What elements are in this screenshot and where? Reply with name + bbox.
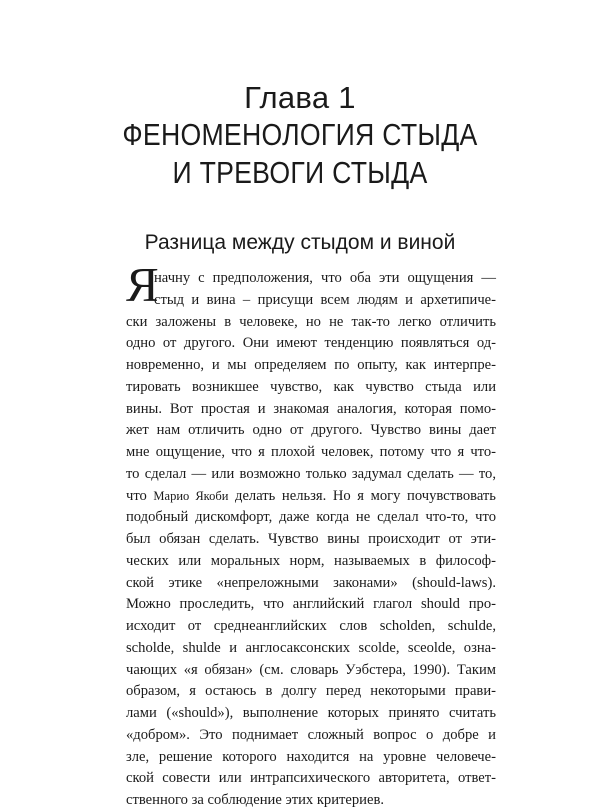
text-line: новременно, и мы определяем по опыту, как интерпре- <box>126 357 496 373</box>
text-line: тировать возникшее чувство, как чувство стыда или <box>126 378 496 395</box>
drop-cap: Я <box>126 257 159 312</box>
text-line: мне ощущение, что я плохой человек, потому что я что- <box>126 444 496 460</box>
text-line: лами («should»), выполнение которых принято считать <box>126 705 496 721</box>
text-line-with-running-head <box>126 486 496 508</box>
text-line: начну с предположения, что оба эти ощущения — <box>154 270 496 286</box>
text-fragment: делать нельзя. Но я могу почувствовать <box>235 487 496 504</box>
text-line: scholde, shulde и англосаксонских scolde, sceolde, озна- <box>126 639 496 656</box>
running-head-author: Марио Якоби <box>153 488 229 503</box>
text-line: зле, решение которого находится на уровне человече- <box>126 748 496 765</box>
text-line: был обязан сделать. Чувство вины происходит от эти- <box>126 531 496 547</box>
text-line: стыд и вина – присущи всем людям и архетипиче- <box>154 291 496 308</box>
body-paragraph <box>126 268 496 812</box>
chapter-heading <box>0 80 600 192</box>
text-line: исходит от среднеанглийских слов scholden, schulde, <box>126 618 496 634</box>
text-line: чающих «я обязан» (см. словарь Уэбстера, 1990). Таким <box>126 661 496 678</box>
text-line: образом, я остаюсь в долгу перед некоторыми прави- <box>126 683 496 700</box>
text-line: «добром». Это поднимает сложный вопрос о добре и <box>126 726 496 743</box>
text-line: подобный дискомфорт, даже когда не сделал что-то, что <box>126 509 496 526</box>
text-line: Можно проследить, что английский глагол should про- <box>126 596 496 613</box>
text-line: ски заложены в человеке, но не так-то легко отличить <box>126 313 496 330</box>
chapter-title-line-1: ФЕНОМЕНОЛОГИЯ СТЫДА <box>122 117 478 152</box>
text-line: вины. Вот простая и знакомая аналогия, которая помо- <box>126 400 496 417</box>
text-line: ской этике «непреложными законами» (should-laws). <box>126 574 496 591</box>
text-line: жет нам отличить одно от другого. Чувство вины дает <box>126 422 496 439</box>
text-fragment: что <box>126 487 147 504</box>
text-line: то сделал — или возможно только задумал сделать — то, <box>126 465 496 482</box>
text-line: ческих или моральных норм, называемых в философ- <box>126 552 496 569</box>
text-line: одно от другого. Они имеют тенденцию появляться од- <box>126 335 496 352</box>
text-line: ственного за соблюдение этих критериев. <box>126 792 385 808</box>
chapter-number: Глава 1 <box>244 80 356 115</box>
text-line: ской совести или интрапсихического авторитета, ответ- <box>126 770 496 787</box>
chapter-title-line-2: И ТРЕВОГИ СТЫДА <box>172 155 428 190</box>
section-title: Разница между стыдом и виной <box>144 231 456 254</box>
